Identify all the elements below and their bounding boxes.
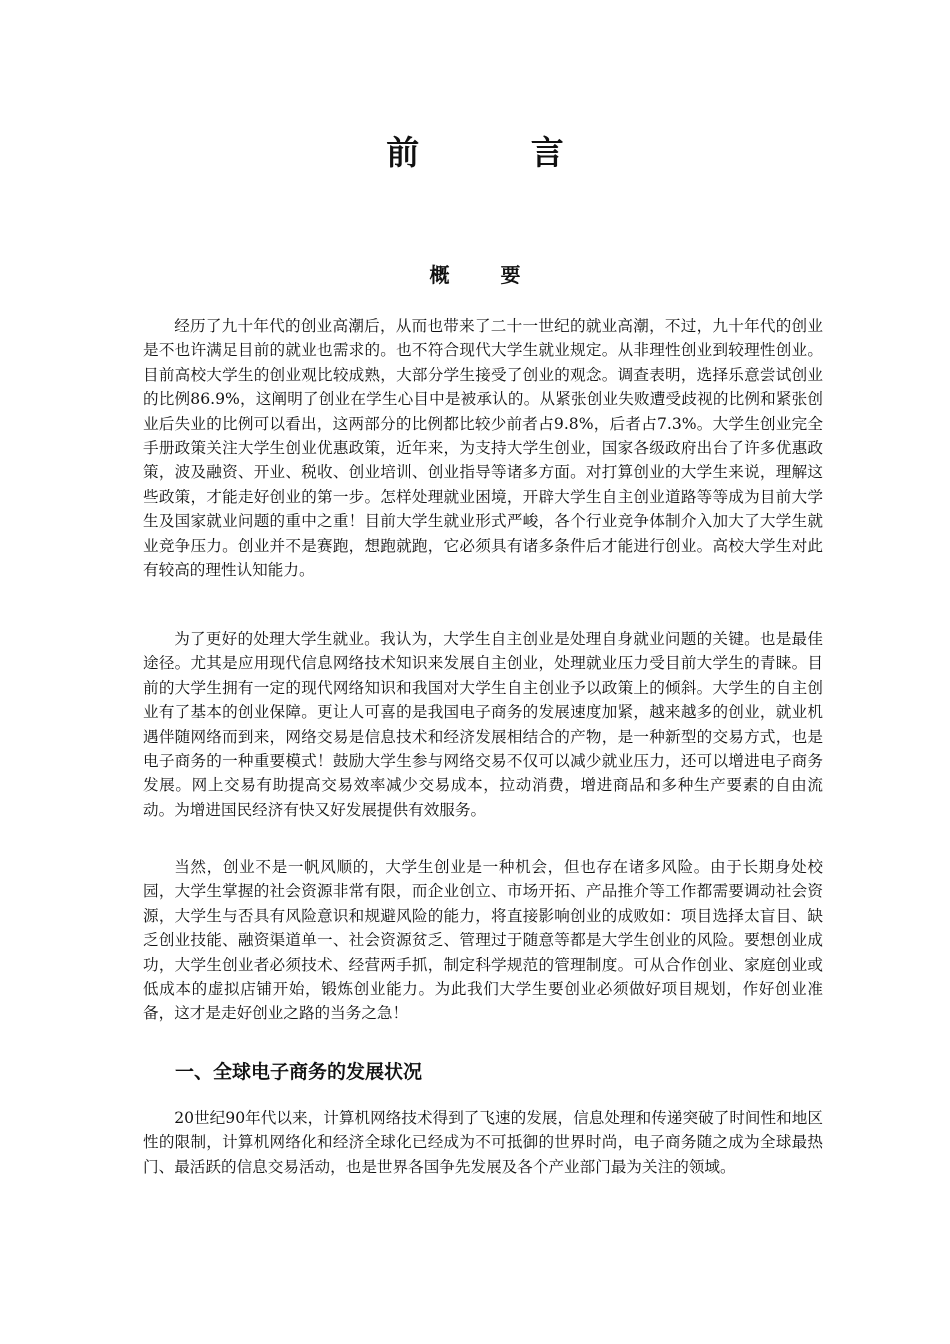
page-title: 前 言 [386,133,614,172]
summary-heading: 概 要 [429,263,543,287]
summary-paragraph-3: 当然，创业不是一帆风顺的，大学生创业是一种机会，但也存在诸多风险。由于长期身处校园，大学生掌握的社会资源非常有限，而企业创立、市场开拓、产品推介等工作都需要调动社会资源，大学生与否具有风险意识和规避风险的能力，将直接影响创业的成败如：项目选择太盲目、缺乏创业技能、融资渠道单一、社会资源贫乏、管理过于随意等都是大学生创业的风险。要想创业成功，大学生创业者必须技术、经营两手抓，制定科学规范的管理制度。可从合作创业、家庭创业或低成本的虚拟店铺开始，锻炼创业能力。为此我们大学生要创业必须做好项目规划，作好创业准备，这才是走好创业之路的当务之急！ [143,858,823,1023]
section-heading: 一、全球电子商务的发展状况 [175,1061,423,1083]
summary-paragraph-1: 经历了九十年代的创业高潮后，从而也带来了二十一世纪的就业高潮，不过，九十年代的创业是不也许满足目前的就业也需求的。也不符合现代大学生就业规定。从非理性创业到较理性创业。目前高校大学生的创业观比较成熟，大部分学生接受了创业的观念。调查表明，选择乐意尝试创业的比例86.9%，这阐明了创业在学生心目中是被承认的。从紧张创业失败遭受歧视的比例和紧张创业后失业的比例可以看出，这两部分的比例都比较少前者占9.8%，后者占7.3%。大学生创业完全手册政策关注大学生创业优惠政策，近年来，为支持大学生创业，国家各级政府出台了许多优惠政策，波及融资、开业、税收、创业培训、创业指导等诸多方面。对打算创业的大学生来说，理解这些政策，才能走好创业的第一步。怎样处理就业困境，开辟大学生自主创业道路等等成为目前大学生及国家就业问题的重中之重！目前大学生就业形式严峻，各个行业竞争体制介入加大了大学生就业竞争压力。创业并不是赛跑，想跑就跑，它必须具有诸多条件后才能进行创业。高校大学生对此有较高的理性认知能力。 [143,317,823,580]
summary-paragraph-2: 为了更好的处理大学生就业。我认为，大学生自主创业是处理自身就业问题的关键。也是最佳途径。尤其是应用现代信息网络技术知识来发展自主创业，处理就业压力受目前大学生的青睐。目前的大学生拥有一定的现代网络知识和我国对大学生自主创业予以政策上的倾斜。大学生的自主创业有了基本的创业保障。更让人可喜的是我国电子商务的发展速度加紧，越来越多的创业，就业机遇伴随网络而到来，网络交易是信息技术和经济发展相结合的产物，是一种新型的交易方式，也是电子商务的一种重要模式！鼓励大学生参与网络交易不仅可以减少就业压力，还可以增进电子商务发展。网上交易有助提高交易效率减少交易成本，拉动消费，增进商品和多种生产要素的自由流动。为增进国民经济有快又好发展提供有效服务。 [143,630,823,819]
section-paragraph: 20世纪90年代以来，计算机网络技术得到了飞速的发展，信息处理和传递突破了时间性和地区性的限制，计算机网络化和经济全球化已经成为不可抵御的世界时尚，电子商务随之成为全球最热门、最活跃的信息交易活动，也是世界各国争先发展及各个产业部门最为关注的领域。 [143,1109,823,1176]
